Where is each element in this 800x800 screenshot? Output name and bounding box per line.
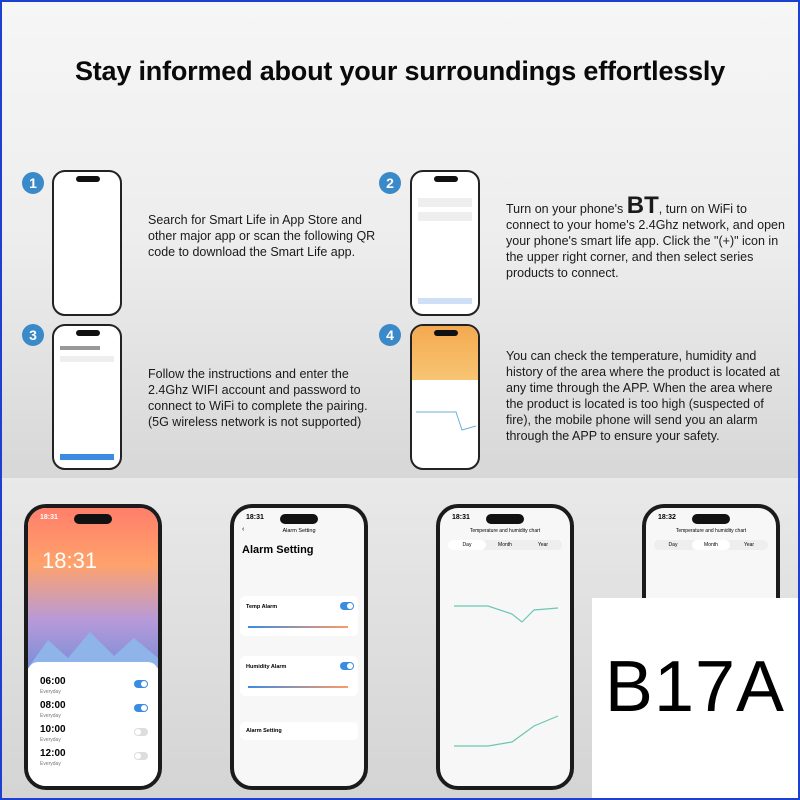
phone-notch bbox=[434, 176, 458, 182]
confirm-bar bbox=[418, 298, 472, 304]
phone-notch bbox=[76, 176, 100, 182]
step-1-badge: 1 bbox=[22, 172, 44, 194]
step-2-phone bbox=[410, 170, 480, 316]
clock-display: 18:31 bbox=[42, 548, 98, 573]
period-tabs bbox=[448, 540, 562, 550]
step-2-text bbox=[506, 192, 788, 281]
alarm-repeat: Everyday bbox=[40, 689, 61, 695]
phone-notch bbox=[280, 514, 318, 524]
wifi-input bbox=[60, 356, 114, 362]
wifi-title-bar bbox=[60, 346, 100, 350]
tab-year[interactable]: Year bbox=[537, 542, 549, 548]
humidity-range-slider[interactable] bbox=[248, 686, 348, 688]
temp-range-slider[interactable] bbox=[248, 626, 348, 628]
alarm-list bbox=[28, 662, 158, 790]
step-3-text: Follow the instructions and enter the 2.4Ghz WIFI account and password to connect to WiFi to complete the pairing. (5G wireless network is not supported) bbox=[148, 367, 368, 429]
phone-notch bbox=[76, 330, 100, 336]
phone-notch bbox=[486, 514, 524, 524]
bt-label: BT bbox=[626, 192, 659, 219]
step-2-text-before: Turn on your phone's bbox=[506, 202, 624, 216]
history-chart-thumbnail bbox=[416, 396, 476, 436]
humidity-alarm-toggle[interactable] bbox=[340, 662, 354, 670]
step-4-text: You can check the temperature, humidity and history of the area where the product is located at any time through the APP. When the area where the product is located is too high (suspected of fire), the mobile phone will send you an alarm through the APP to ensure your safety. bbox=[506, 349, 780, 443]
humidity-alarm-label: Humidity Alarm bbox=[246, 664, 287, 670]
chart-day-phone bbox=[436, 504, 574, 790]
mountains-graphic bbox=[28, 618, 158, 668]
alarm-repeat: Everyday bbox=[40, 737, 61, 743]
alarm-time: 10:00 bbox=[40, 724, 66, 735]
alarm-time: 06:00 bbox=[40, 676, 66, 687]
next-bar bbox=[60, 454, 114, 460]
back-icon[interactable]: ‹ bbox=[242, 526, 245, 533]
alarm-time: 12:00 bbox=[40, 748, 66, 759]
step-2-text-after: , turn on WiFi to connect to your home's 2.4Ghz network, and open your phone's smart life app. Click the "(+)" icon in the upper right corner, and then select series products to connect. bbox=[506, 202, 785, 280]
temp-alarm-card bbox=[240, 596, 358, 636]
step-2-badge: 2 bbox=[379, 172, 401, 194]
model-label-box bbox=[592, 598, 798, 798]
temp-alarm-toggle[interactable] bbox=[340, 602, 354, 610]
status-time: 18:31 bbox=[452, 514, 470, 521]
alarm-repeat: Everyday bbox=[40, 761, 61, 767]
alarm-setting-label: Alarm Setting bbox=[246, 728, 282, 734]
phone-notch bbox=[434, 330, 458, 336]
step-4-phone bbox=[410, 324, 480, 470]
tab-year[interactable]: Year bbox=[743, 542, 755, 548]
step-3-phone bbox=[52, 324, 122, 470]
alarm-toggle[interactable] bbox=[134, 752, 148, 760]
step-1-phone bbox=[52, 170, 122, 316]
alarm-setting-row[interactable] bbox=[240, 722, 358, 740]
tab-month[interactable]: Month bbox=[498, 542, 512, 548]
phone-notch bbox=[74, 514, 112, 524]
alarm-time: 08:00 bbox=[40, 700, 66, 711]
phone-notch bbox=[692, 514, 730, 524]
chart-lines bbox=[448, 566, 562, 786]
step-4-badge: 4 bbox=[379, 324, 401, 346]
tab-day[interactable]: Day bbox=[668, 542, 678, 548]
alarm-toggle[interactable] bbox=[134, 728, 148, 736]
step-1-text: Search for Smart Life in App Store and other major app or scan the following QR code to download the Smart Life app. bbox=[148, 213, 376, 259]
home-phone bbox=[24, 504, 162, 790]
device-row bbox=[418, 212, 472, 221]
alarm-repeat: Everyday bbox=[40, 713, 61, 719]
nav-title: Alarm Setting bbox=[282, 528, 316, 534]
status-time: 18:31 bbox=[40, 514, 58, 521]
page-title: Alarm Setting bbox=[242, 544, 314, 556]
nav-title: Temperature and humidity chart bbox=[675, 528, 747, 534]
alarm-toggle[interactable] bbox=[134, 680, 148, 688]
model-label: B17A bbox=[604, 647, 786, 727]
tab-month[interactable]: Month bbox=[692, 540, 730, 550]
humidity-alarm-card bbox=[240, 656, 358, 696]
device-row bbox=[418, 198, 472, 207]
alarm-toggle[interactable] bbox=[134, 704, 148, 712]
temp-alarm-label: Temp Alarm bbox=[246, 604, 278, 610]
status-time: 18:32 bbox=[658, 514, 676, 521]
alarm-setting-phone bbox=[230, 504, 368, 790]
tab-day[interactable]: Day bbox=[448, 540, 486, 550]
headline: Stay informed about your surroundings effortlessly bbox=[74, 56, 726, 86]
step-3-badge: 3 bbox=[22, 324, 44, 346]
status-time: 18:31 bbox=[246, 514, 264, 521]
period-tabs bbox=[654, 540, 768, 550]
home-wallpaper bbox=[28, 508, 158, 668]
nav-title: Temperature and humidity chart bbox=[469, 528, 541, 534]
